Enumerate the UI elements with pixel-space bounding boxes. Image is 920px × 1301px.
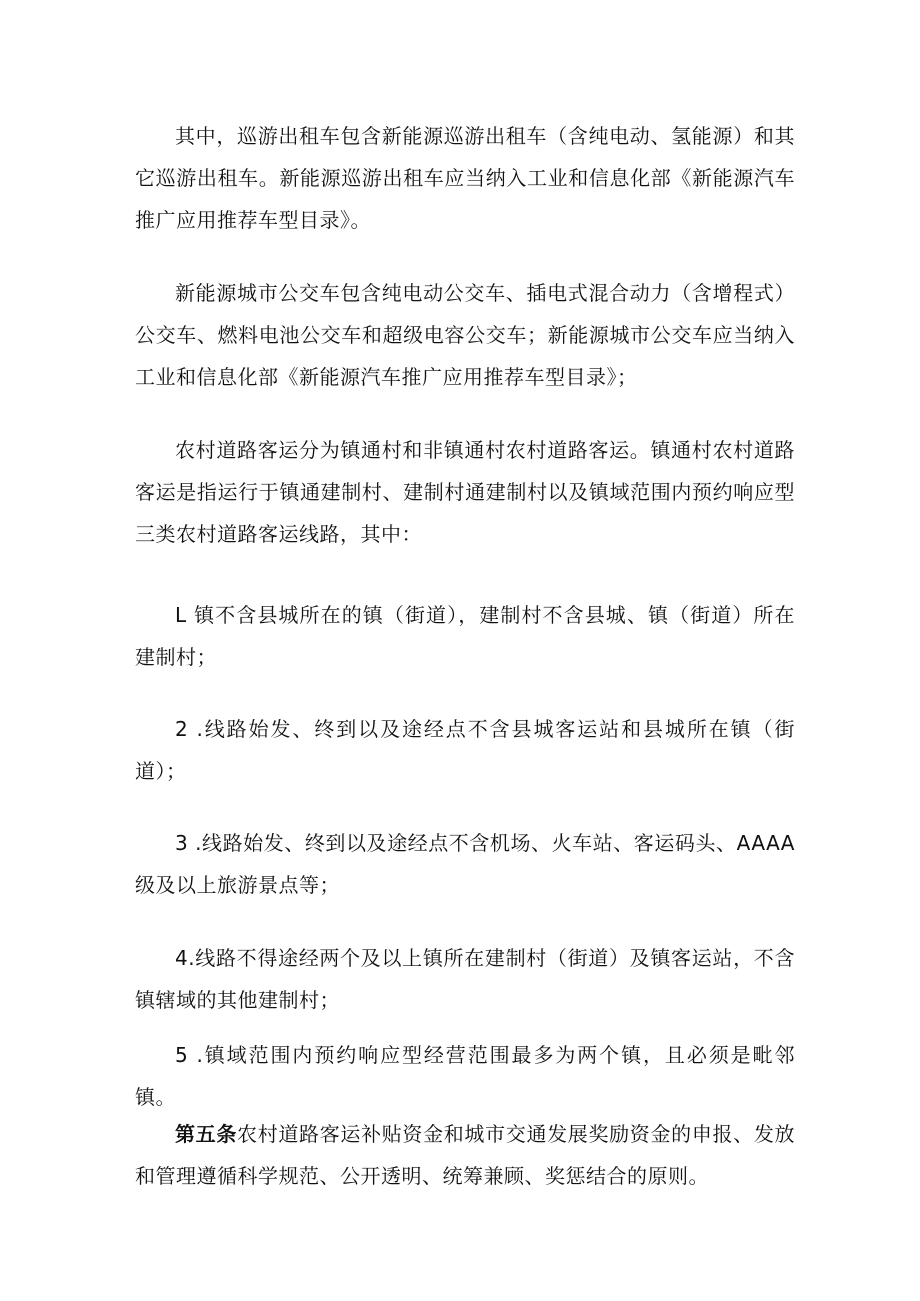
article-label: 第五条 bbox=[175, 1122, 238, 1146]
list-item-5: 5 .镇域范围内预约响应型经营范围最多为两个镇，且必须是毗邻镇。 bbox=[135, 1043, 795, 1109]
list-item-4: 4.线路不得途经两个及以上镇所在建制村（街道）及镇客运站，不含镇辖域的其他建制村； bbox=[135, 946, 795, 1012]
article-five bbox=[135, 1113, 795, 1197]
list-item-3: 3 .线路始发、终到以及途经点不含机场、火车站、客运码头、AAAA级及以上旅游景点等； bbox=[135, 831, 795, 897]
list-item-1: L 镇不含县城所在的镇（街道），建制村不含县城、镇（街道）所在建制村； bbox=[135, 603, 795, 669]
paragraph-bus: 新能源城市公交车包含纯电动公交车、插电式混合动力（含增程式）公交车、燃料电池公交车和超级电容公交车；新能源城市公交车应当纳入工业和信息化部《新能源汽车推广应用推荐车型目录》； bbox=[135, 281, 795, 389]
article-text: 农村道路客运补贴资金和城市交通发展奖励资金的申报、发放和管理遵循科学规范、公开透明、统筹兼顾、奖惩结合的原则。 bbox=[135, 1122, 796, 1188]
list-item-2: 2 .线路始发、终到以及途经点不含县城客运站和县城所在镇（街道）； bbox=[135, 717, 795, 783]
paragraph-taxi: 其中，巡游出租车包含新能源巡游出租车（含纯电动、氢能源）和其它巡游出租车。新能源巡游出租车应当纳入工业和信息化部《新能源汽车推广应用推荐车型目录》。 bbox=[135, 124, 795, 232]
paragraph-rural-transport: 农村道路客运分为镇通村和非镇通村农村道路客运。镇通村农村道路客运是指运行于镇通建制村、建制村通建制村以及镇域范围内预约响应型三类农村道路客运线路，其中： bbox=[135, 438, 795, 546]
